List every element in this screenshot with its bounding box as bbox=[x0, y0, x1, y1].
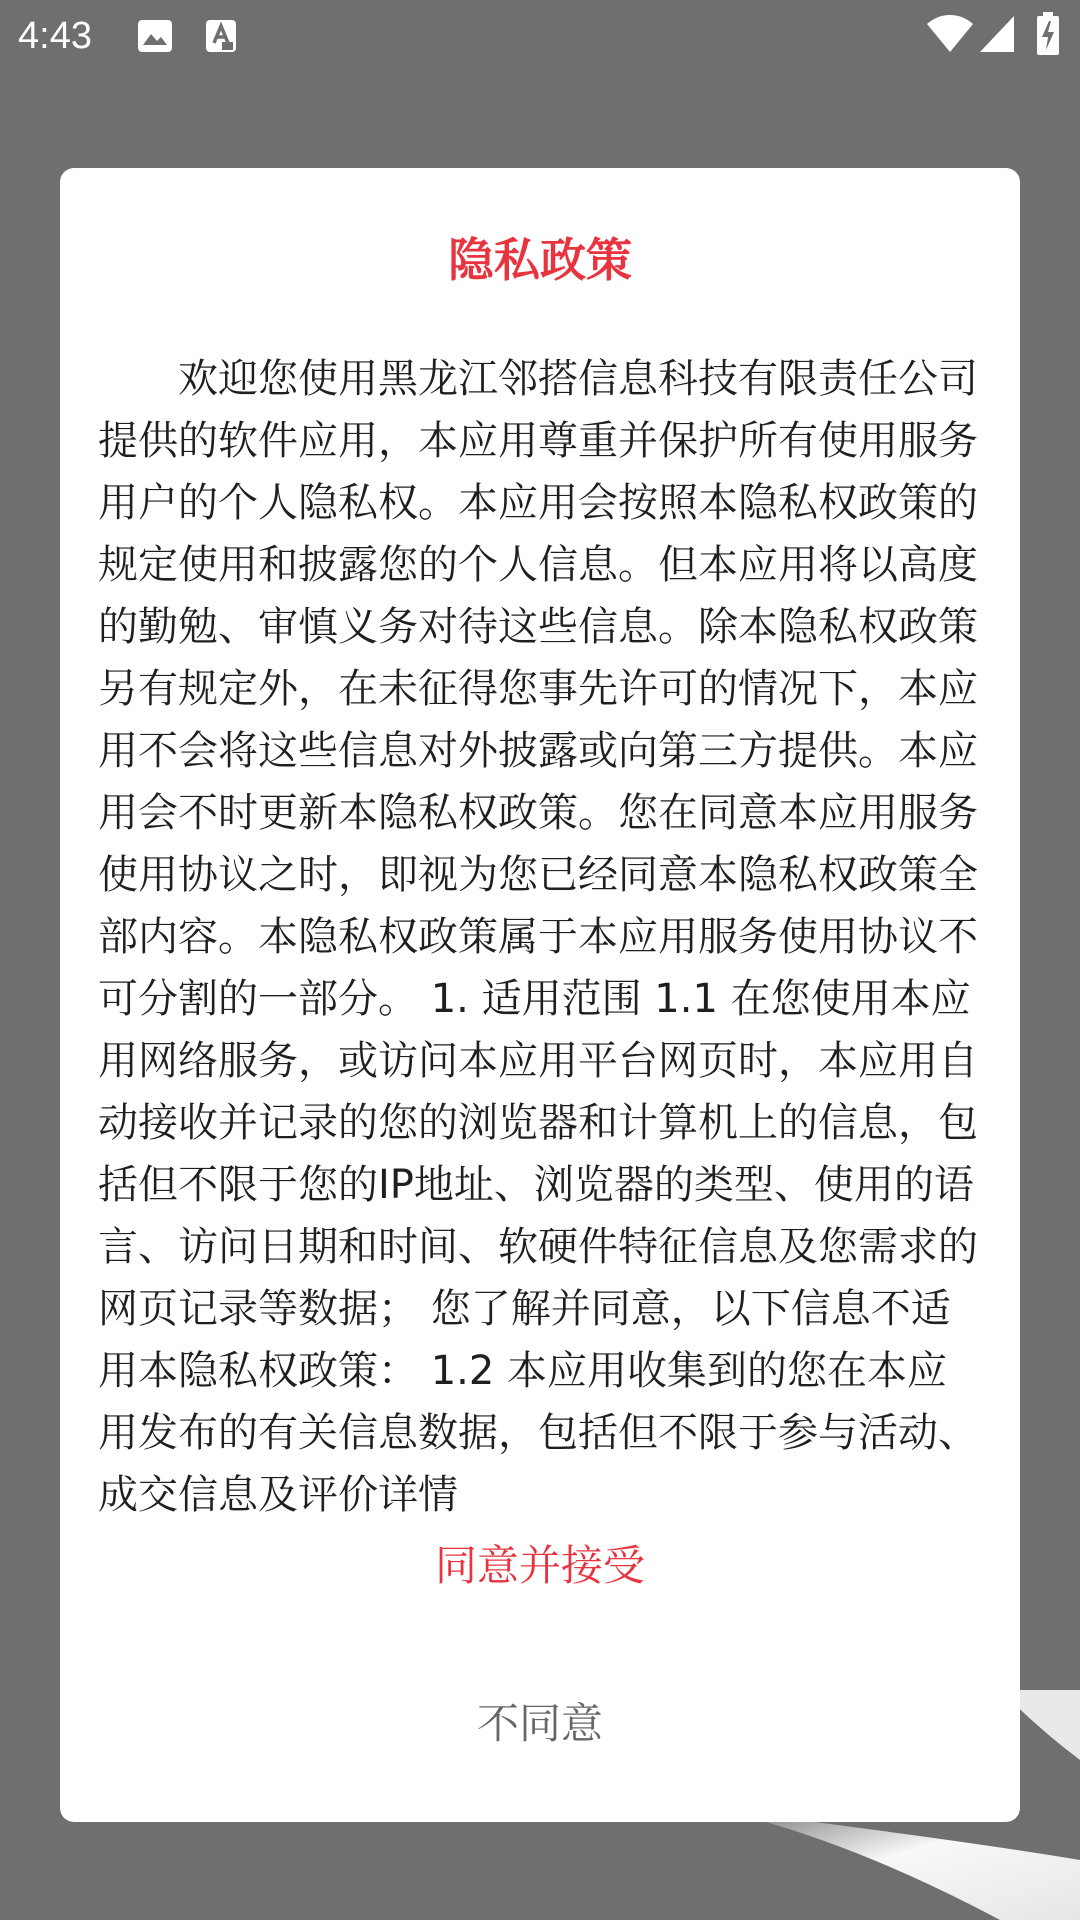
image-icon bbox=[137, 19, 173, 53]
policy-scroll-area[interactable] bbox=[98, 348, 982, 1518]
wifi-icon bbox=[926, 14, 974, 54]
disagree-button[interactable]: 不同意 bbox=[0, 1694, 1080, 1754]
page-curl-decoration bbox=[700, 1690, 1080, 1920]
battery-icon bbox=[1036, 12, 1060, 56]
agree-button[interactable]: 同意并接受 bbox=[0, 1536, 1080, 1596]
signal-icon bbox=[978, 14, 1016, 54]
status-bar bbox=[0, 0, 1080, 72]
status-time: 4:43 bbox=[18, 15, 92, 57]
text-icon bbox=[205, 19, 237, 53]
dialog-title: 隐私政策 bbox=[448, 233, 632, 287]
policy-body-text: 欢迎您使用黑龙江邻搭信息科技有限责任公司提供的软件应用，本应用尊重并保护所有使用服务用户的个人隐私权。本应用会按照本隐私权政策的规定使用和披露您的个人信息。但本应用将以高度的勤勉、审慎义务对待这些信息。除本隐私权政策另有规定外，在未征得您事先许可的情况下，本应用不会将这些信息对外披露或向第三方提供。本应用会不时更新本隐私权政策。您在同意本应用服务使用协议之时，即视为您已经同意本隐私权政策全部内容。本隐私权政策属于本应用服务使用协议不可分割的一部分。 1. 适用范围 1.1 在您使用本应用网络服务，或访问本应用平台网页时，本应用自动接收并记录的您的浏览器和计算机上的信息，包括但不限于您的IP地址、浏览器的类型、使用的语言、访问日期和时间、软硬件特征信息及您需求的网页记录等数据； 您了解并同意，以下信息不适用本隐私权政策： 1.2 本应用收集到的您在本应用发布的有关信息数据，包括但不限于参与活动、成交信息及评价详情 bbox=[98, 356, 978, 1518]
